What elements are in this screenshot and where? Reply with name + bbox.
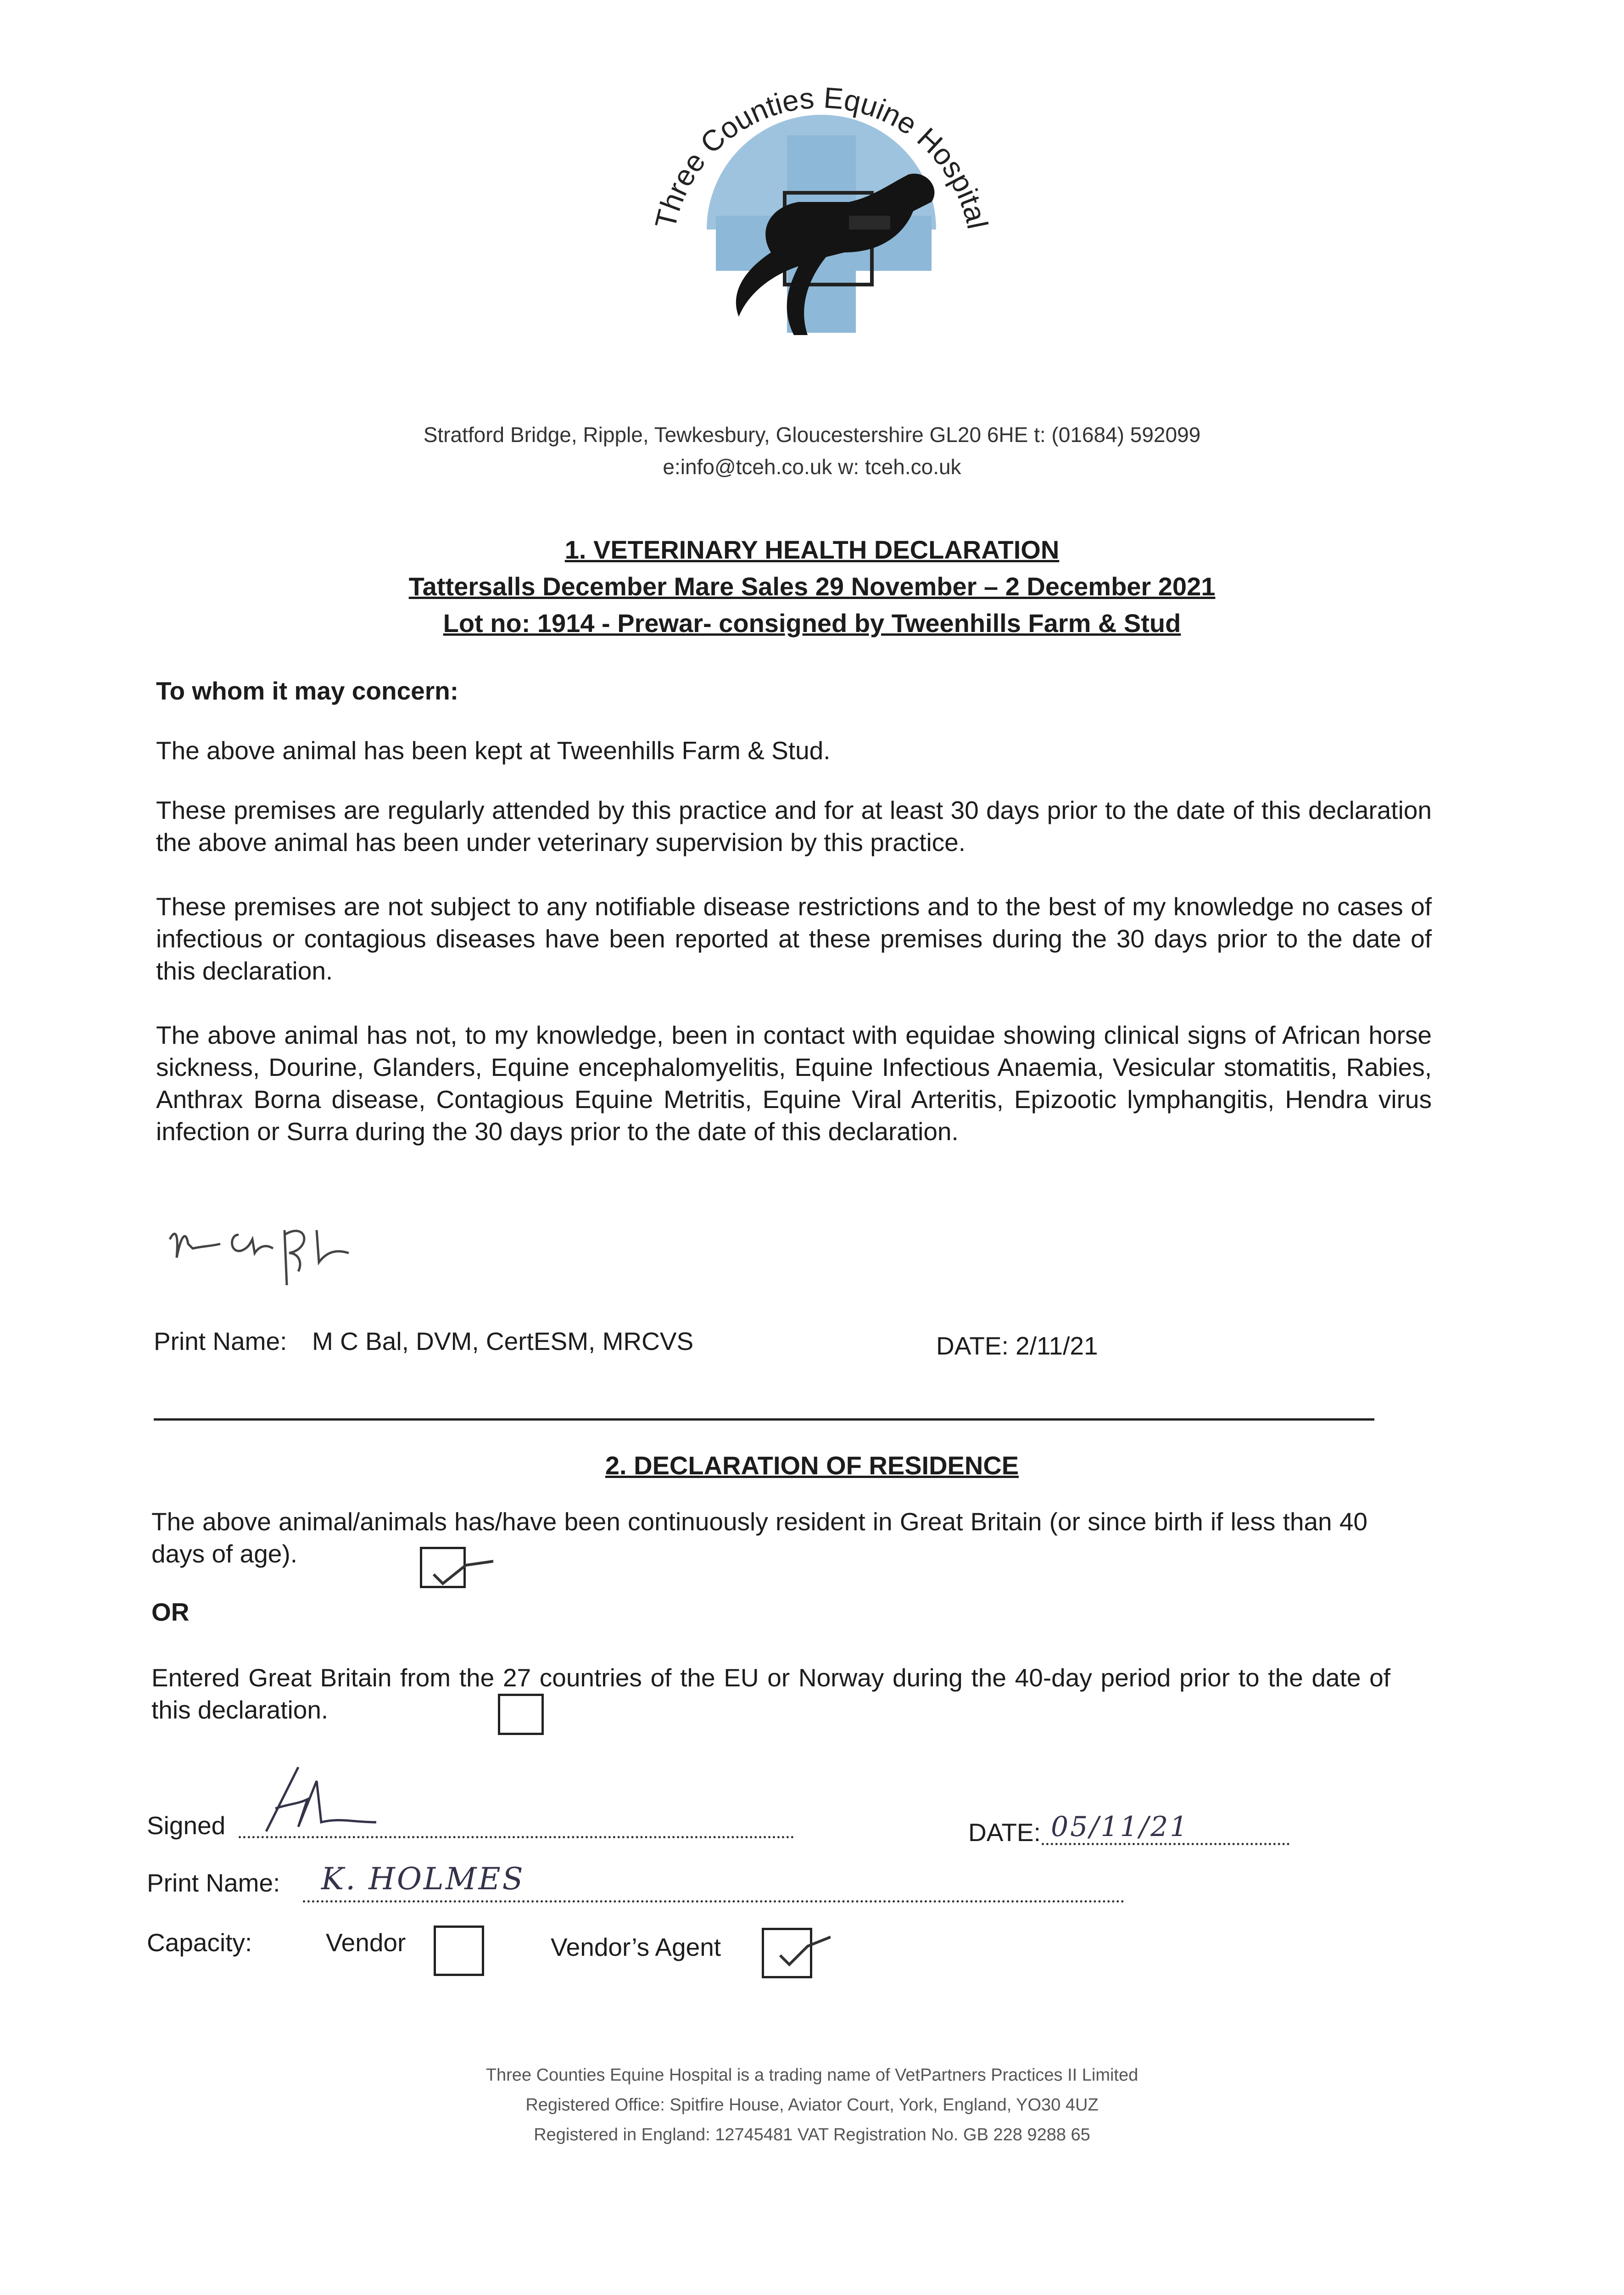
checkmark-icon <box>762 1928 831 1978</box>
section2-title: 2. DECLARATION OF RESIDENCE <box>605 1451 1019 1480</box>
vendor-date-value: 05/11/21 <box>1051 1811 1189 1843</box>
logo-text: Three Counties Equine Hospital <box>648 81 994 232</box>
footer-trading-name: Three Counties Equine Hospital is a trading name of VetPartners Practices II Limited <box>486 2066 1138 2085</box>
vet-date: DATE: 2/11/21 <box>936 1332 1098 1360</box>
section-divider <box>154 1418 1374 1421</box>
address-line: Stratford Bridge, Ripple, Tewkesbury, Gloucestershire GL20 6HE t: (01684) 592099 <box>423 423 1201 447</box>
vendor-signature <box>248 1753 413 1845</box>
or-label: OR <box>151 1598 190 1626</box>
paragraph-kept: The above animal has been kept at Tweenhills Farm & Stud. <box>156 736 831 765</box>
vet-signature <box>161 1203 399 1304</box>
vendor-date-label: DATE: <box>968 1818 1041 1847</box>
vet-print-name-label: Print Name: <box>154 1327 287 1355</box>
agent-option-label: Vendor’s Agent <box>551 1933 721 1961</box>
signed-label: Signed <box>147 1811 226 1840</box>
paragraph-contact: The above animal has not, to my knowledge, been in contact with equidae showing clinical signs of African horse sickness, Dourine, Glanders, Equine encephalomyelitis, Equine Infectious Anaemia, Vesicular stomatitis, Rabies, Anthrax Borna disease, Contagious Equine Metritis, Equine Viral Arteritis, Epizootic lymphangitis, Hendra virus infection or Surra during the 30 days prior to the date of this declaration. <box>156 1021 1432 1146</box>
capacity-label: Capacity: <box>147 1928 252 1957</box>
section1-title: 1. VETERINARY HEALTH DECLARATION <box>564 535 1060 564</box>
salutation: To whom it may concern: <box>156 677 459 705</box>
footer-registered-office: Registered Office: Spitfire House, Aviator Court, York, England, YO30 4UZ <box>525 2095 1099 2115</box>
residence-option2-checkbox[interactable] <box>498 1694 544 1735</box>
vendor-option-label: Vendor <box>326 1928 406 1957</box>
residence-option2-text: Entered Great Britain from the 27 countries of the EU or Norway during the 40-day period prior to the date of this declaration. <box>151 1663 1390 1724</box>
sale-subtitle: Tattersalls December Mare Sales 29 November – 2 December 2021 <box>408 572 1216 601</box>
checkmark-icon <box>420 1547 493 1597</box>
agent-checkbox[interactable] <box>762 1928 812 1978</box>
three-counties-equine-hospital-logo <box>633 78 1010 381</box>
residence-option1-text: The above animal/animals has/have been continuously resident in Great Britain (or since birth if less than 40 days of age). <box>151 1507 1367 1568</box>
footer-registration: Registered in England: 12745481 VAT Registration No. GB 228 9288 65 <box>534 2125 1090 2144</box>
paragraph-restrictions: These premises are not subject to any notifiable disease restrictions and to the best of my knowledge no cases of infectious or contagious diseases have been reported at these premises during the 30 days prior to the date of this declaration. <box>156 892 1432 985</box>
vendor-checkbox[interactable] <box>434 1926 484 1976</box>
lot-subtitle: Lot no: 1914 - Prewar- consigned by Tweenhills Farm & Stud <box>443 609 1181 638</box>
paragraph-attended: These premises are regularly attended by this practice and for at least 30 days prior to the date of this declaration the above animal has been under veterinary supervision by this practice. <box>156 796 1432 856</box>
vendor-print-name: K. HOLMES <box>321 1861 525 1897</box>
vet-print-name: M C Bal, DVM, CertESM, MRCVS <box>312 1327 694 1355</box>
residence-option1-checkbox[interactable] <box>420 1547 466 1588</box>
contact-line: e:info@tceh.co.uk w: tceh.co.uk <box>663 455 961 479</box>
vendor-print-name-label: Print Name: <box>147 1869 280 1897</box>
